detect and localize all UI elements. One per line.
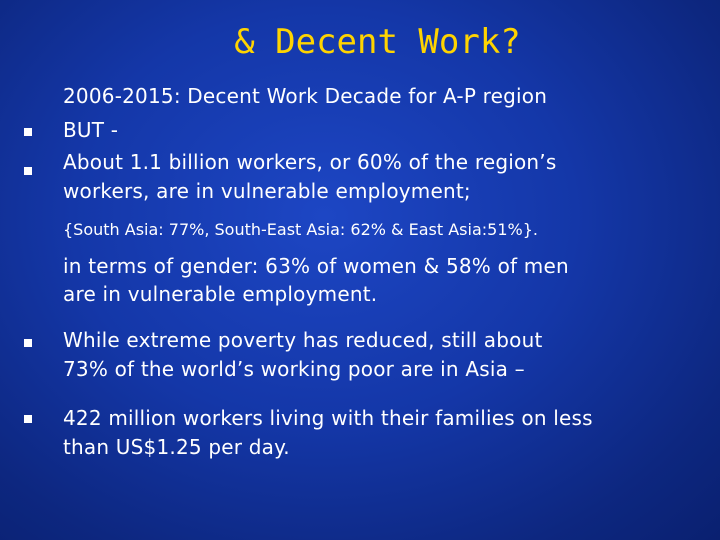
text-line-regional-breakdown: {South Asia: 77%, South-East Asia: 62% & East Asia:51%}. (63, 220, 538, 239)
text-line-vulnerable-employment: workers, are in vulnerable employment; (63, 179, 471, 203)
slide-title: & Decent Work? (234, 22, 521, 62)
text-line-poverty-cont: 73% of the world’s working poor are in Asia – (63, 357, 525, 381)
square-bullet-icon (24, 415, 32, 423)
text-line-billion-workers: About 1.1 billion workers, or 60% of the region’s (63, 150, 557, 174)
square-bullet-icon (24, 128, 32, 136)
text-line-poverty: While extreme poverty has reduced, still about (63, 328, 543, 352)
text-line-gender: in terms of gender: 63% of women & 58% of men (63, 254, 569, 278)
text-line-million-workers: 422 million workers living with their families on less (63, 406, 593, 430)
text-line-decade: 2006-2015: Decent Work Decade for A-P region (63, 84, 548, 108)
text-line-gender-cont: are in vulnerable employment. (63, 282, 378, 306)
square-bullet-icon (24, 339, 32, 347)
text-line-but: BUT - (63, 118, 119, 142)
square-bullet-icon (24, 167, 32, 175)
text-line-per-day: than US$1.25 per day. (63, 435, 290, 459)
